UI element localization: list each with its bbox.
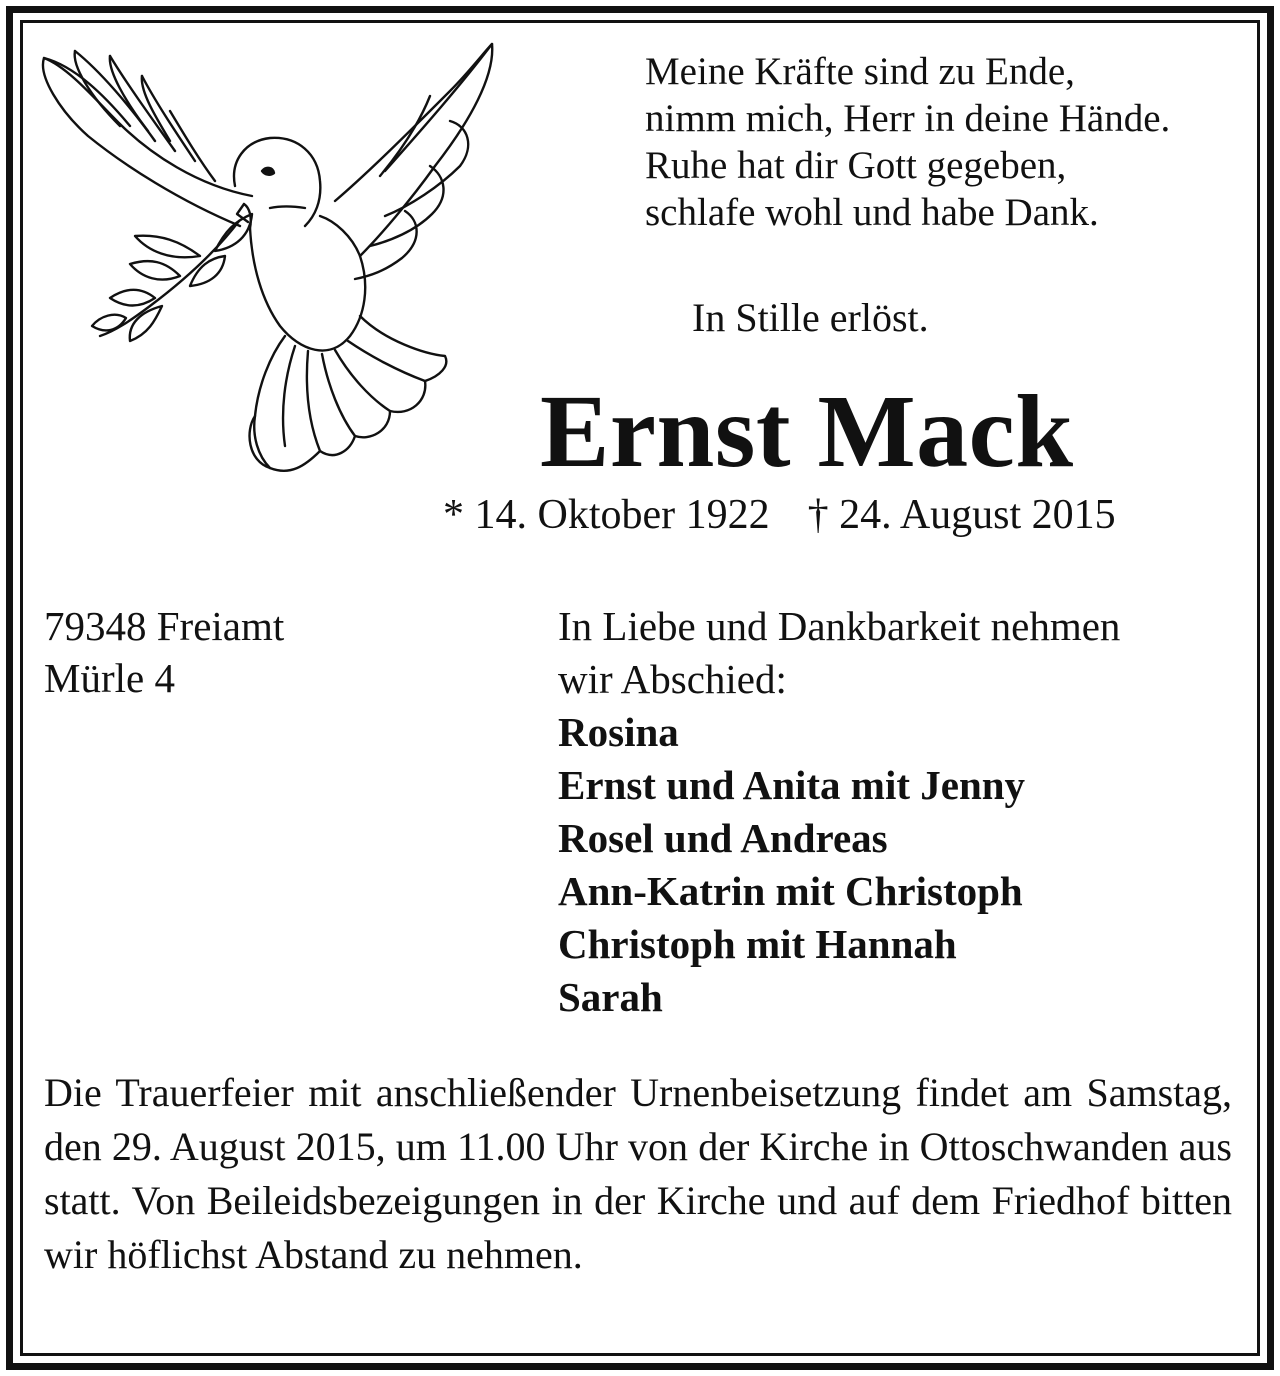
dove-with-olive-branch-icon [30, 36, 500, 481]
deceased-name: Ernst Mack [540, 374, 1074, 489]
family-member: Rosel und Andreas [558, 815, 888, 861]
family-intro-line: wir Abschied: [558, 656, 787, 702]
family-member: Ernst und Anita mit Jenny [558, 762, 1026, 808]
birth-date: * 14. Oktober 1922 [443, 492, 770, 538]
poem-line: Meine Kräfte sind zu Ende, [645, 50, 1075, 93]
ceremony-notice: Die Trauerfeier mit anschließender Urnenbeisetzung findet am Samstag, den 29. August 2015, um 11.00 Uhr von der Kirche in Ottoschwanden aus statt. Von Beileidsbezeigungen in der Kirche und auf dem Friedhof bitten wir höflichst Abstand zu nehmen. [44, 1070, 1232, 1277]
address [44, 600, 284, 704]
family-member: Christoph mit Hannah [558, 921, 957, 967]
address-line: Mürle 4 [44, 655, 175, 701]
poem-line: Ruhe hat dir Gott gegeben, [645, 144, 1067, 187]
life-dates [443, 490, 1116, 540]
poem-line: nimm mich, Herr in deine Hände. [645, 97, 1171, 140]
address-line: 79348 Freiamt [44, 603, 285, 649]
poem-line: schlafe wohl und habe Dank. [645, 191, 1099, 234]
family-member: Ann-Katrin mit Christoph [558, 868, 1023, 914]
family-block [558, 600, 1120, 1024]
family-member: Sarah [558, 974, 663, 1020]
poem [645, 48, 1170, 236]
family-member: Rosina [558, 709, 679, 755]
death-date: † 24. August 2015 [807, 492, 1116, 538]
family-intro-line: In Liebe und Dankbarkeit nehmen [558, 603, 1121, 649]
subtitle: In Stille erlöst. [692, 295, 929, 340]
